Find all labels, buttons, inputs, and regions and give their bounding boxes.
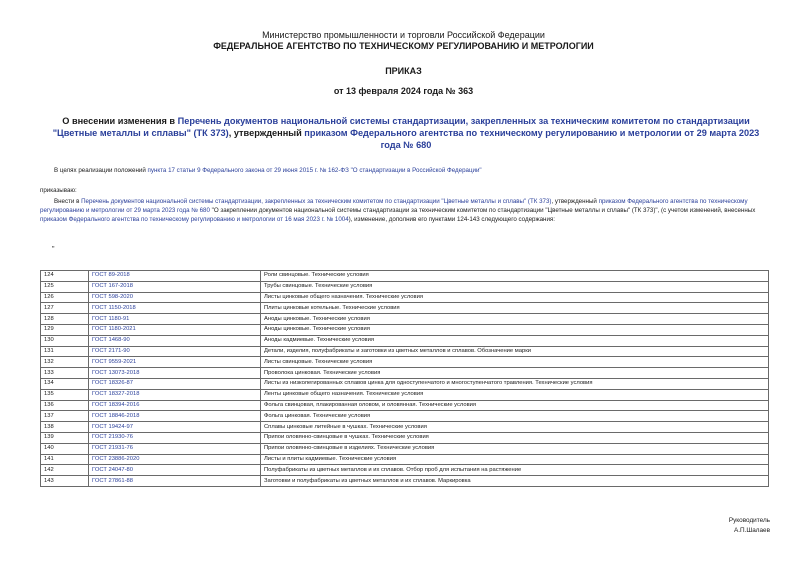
standard-title: Заготовки и полуфабрикаты из цветных металлов и их сплавов. Маркировка bbox=[261, 476, 769, 487]
standards-table bbox=[40, 270, 769, 487]
ordered-label: приказываю: bbox=[40, 187, 77, 194]
table-row bbox=[41, 368, 769, 379]
body-part-4: ), изменение, дополнив его пунктами 124-143 следующего содержания: bbox=[348, 216, 555, 223]
standard-code-link[interactable]: ГОСТ 1180-2021 bbox=[89, 324, 261, 335]
ministry-name: Министерство промышленности и торговли Российской Федерации bbox=[262, 30, 545, 40]
standard-title: Фольга свинцовая, плакированная оловом, и оловянная. Технические условия bbox=[261, 400, 769, 411]
standard-code-link[interactable]: ГОСТ 24047-80 bbox=[89, 465, 261, 476]
row-number: 143 bbox=[41, 476, 89, 487]
purpose-paragraph bbox=[54, 167, 774, 174]
subject-prefix: О внесении изменения в bbox=[62, 116, 178, 126]
table-row bbox=[41, 432, 769, 443]
row-number: 137 bbox=[41, 411, 89, 422]
standard-code-link[interactable]: ГОСТ 18327-2018 bbox=[89, 389, 261, 400]
table-row bbox=[41, 271, 769, 282]
standard-title: Аноды кадмиевые. Технические условия bbox=[261, 335, 769, 346]
standard-title: Трубы свинцовые. Технические условия bbox=[261, 281, 769, 292]
row-number: 126 bbox=[41, 292, 89, 303]
standard-code-link[interactable]: ГОСТ 23886-2020 bbox=[89, 454, 261, 465]
body-part-1: Внести в bbox=[54, 198, 82, 205]
row-number: 138 bbox=[41, 422, 89, 433]
table-row bbox=[41, 324, 769, 335]
standard-title: Аноды цинковые. Технические условия bbox=[261, 314, 769, 325]
standard-code-link[interactable]: ГОСТ 598-2020 bbox=[89, 292, 261, 303]
document-header bbox=[0, 30, 807, 52]
law-link[interactable]: пункта 17 статьи 9 Федерального закона от 29 июня 2015 г. № 162-ФЗ "О стандартизации в Российской Федерации" bbox=[147, 167, 482, 174]
standard-title: Полуфабрикаты из цветных металлов и их сплавов. Отбор проб для испытания на растяжение bbox=[261, 465, 769, 476]
body-paragraph bbox=[40, 197, 770, 224]
standard-code-link[interactable]: ГОСТ 21931-76 bbox=[89, 443, 261, 454]
order-date: от 13 февраля 2024 года № 363 bbox=[333, 86, 474, 96]
row-number: 127 bbox=[41, 303, 89, 314]
standard-code-link[interactable]: ГОСТ 1468-90 bbox=[89, 335, 261, 346]
standard-code-link[interactable]: ГОСТ 18326-87 bbox=[89, 378, 261, 389]
body-list-link[interactable]: Перечень документов национальной системы стандартизации, закрепленных за техническим комитетом по стандартизации "Цветные металлы и сплавы" (ТК 373) bbox=[81, 198, 552, 205]
order-subject bbox=[44, 115, 768, 151]
standard-code-link[interactable]: ГОСТ 21930-76 bbox=[89, 432, 261, 443]
standard-title: Роли свинцовые. Технические условия bbox=[261, 271, 769, 282]
subject-order-link[interactable]: приказом Федерального агентства по техническому регулированию и метрологии от 29 марта 2023 года № 680 bbox=[304, 128, 760, 150]
table-row bbox=[41, 346, 769, 357]
standard-code-link[interactable]: ГОСТ 9559-2021 bbox=[89, 357, 261, 368]
row-number: 128 bbox=[41, 314, 89, 325]
standard-code-link[interactable]: ГОСТ 27861-88 bbox=[89, 476, 261, 487]
standard-title: Сплавы цинковые литейные в чушках. Технические условия bbox=[261, 422, 769, 433]
table-row bbox=[41, 357, 769, 368]
table-row bbox=[41, 411, 769, 422]
row-number: 133 bbox=[41, 368, 89, 379]
standard-code-link[interactable]: ГОСТ 167-2018 bbox=[89, 281, 261, 292]
standard-title: Детали, изделия, полуфабрикаты и заготовки из цветных металлов и сплавов. Обозначение марки bbox=[261, 346, 769, 357]
body-part-3: "О закреплении документов национальной системы стандартизации за техническим комитетом по стандартизации "Цветные металлы и сплавы" (ТК 373)", (с учетом изменений, внесенных bbox=[209, 207, 756, 214]
opening-quote: " bbox=[52, 246, 55, 253]
row-number: 134 bbox=[41, 378, 89, 389]
standard-title: Фольга цинковая. Технические условия bbox=[261, 411, 769, 422]
table-row bbox=[41, 389, 769, 400]
standard-title: Листы цинковые общего назначения. Технические условия bbox=[261, 292, 769, 303]
row-number: 131 bbox=[41, 346, 89, 357]
standard-title: Припои оловянно-свинцовые в изделиях. Технические условия bbox=[261, 443, 769, 454]
table-row bbox=[41, 292, 769, 303]
row-number: 125 bbox=[41, 281, 89, 292]
standard-title: Проволока цинковая. Технические условия bbox=[261, 368, 769, 379]
purpose-prefix: В целях реализации положений bbox=[54, 167, 148, 174]
agency-name: ФЕДЕРАЛЬНОЕ АГЕНТСТВО ПО ТЕХНИЧЕСКОМУ РЕГУЛИРОВАНИЮ И МЕТРОЛОГИИ bbox=[213, 41, 594, 51]
table-row bbox=[41, 476, 769, 487]
table-row bbox=[41, 378, 769, 389]
row-number: 139 bbox=[41, 432, 89, 443]
body-amendment-link[interactable]: приказом Федерального агентства по техническому регулированию и метрологии от 16 мая 2023 г. № 1004 bbox=[40, 216, 349, 223]
table-row bbox=[41, 314, 769, 325]
standard-code-link[interactable]: ГОСТ 89-2018 bbox=[89, 271, 261, 282]
standard-title: Листы из низколегированных сплавов цинка для одноступенчатого и многоступенчатого травления. Технические условия bbox=[261, 378, 769, 389]
table-row bbox=[41, 443, 769, 454]
row-number: 124 bbox=[41, 271, 89, 282]
signature-block bbox=[729, 516, 770, 536]
signatory-role: Руководитель bbox=[728, 517, 770, 524]
subject-middle: , утвержденный bbox=[228, 128, 305, 138]
row-number: 132 bbox=[41, 357, 89, 368]
row-number: 140 bbox=[41, 443, 89, 454]
subject-list-link[interactable]: Перечень документов национальной системы стандартизации, закрепленных за техническим комитетом по стандартизации "Цветные металлы и сплавы" (ТК 373) bbox=[52, 116, 750, 138]
standard-code-link[interactable]: ГОСТ 2171-90 bbox=[89, 346, 261, 357]
table-row bbox=[41, 465, 769, 476]
table-row bbox=[41, 335, 769, 346]
standard-title: Плиты цинковые котельные. Технические условия bbox=[261, 303, 769, 314]
table-row bbox=[41, 422, 769, 433]
row-number: 136 bbox=[41, 400, 89, 411]
standard-code-link[interactable]: ГОСТ 18846-2018 bbox=[89, 411, 261, 422]
table-row bbox=[41, 400, 769, 411]
table-row bbox=[41, 303, 769, 314]
signatory-name: А.П.Шалаев bbox=[733, 527, 770, 534]
row-number: 142 bbox=[41, 465, 89, 476]
standard-title: Листы и плиты кадмиевые. Технические условия bbox=[261, 454, 769, 465]
table-row bbox=[41, 281, 769, 292]
row-number: 135 bbox=[41, 389, 89, 400]
standard-title: Аноды цинковые. Технические условия bbox=[261, 324, 769, 335]
standard-code-link[interactable]: ГОСТ 13073-2018 bbox=[89, 368, 261, 379]
body-part-2: , утвержденный bbox=[551, 198, 599, 205]
body-order-link[interactable]: приказом Федерального агентства по техническому регулированию и метрологии от 29 марта 2023 года № 680 bbox=[40, 198, 748, 214]
standard-title: Ленты цинковые общего назначения. Технические условия bbox=[261, 389, 769, 400]
standard-code-link[interactable]: ГОСТ 1150-2018 bbox=[89, 303, 261, 314]
row-number: 141 bbox=[41, 454, 89, 465]
table-row bbox=[41, 454, 769, 465]
order-title: ПРИКАЗ bbox=[385, 66, 422, 76]
standard-title: Припои оловянно-свинцовые в чушках. Технические условия bbox=[261, 432, 769, 443]
standard-code-link[interactable]: ГОСТ 1180-91 bbox=[89, 314, 261, 325]
row-number: 130 bbox=[41, 335, 89, 346]
standard-title: Листы свинцовые. Технические условия bbox=[261, 357, 769, 368]
row-number: 129 bbox=[41, 324, 89, 335]
standard-code-link[interactable]: ГОСТ 19424-97 bbox=[89, 422, 261, 433]
standard-code-link[interactable]: ГОСТ 18394-2016 bbox=[89, 400, 261, 411]
